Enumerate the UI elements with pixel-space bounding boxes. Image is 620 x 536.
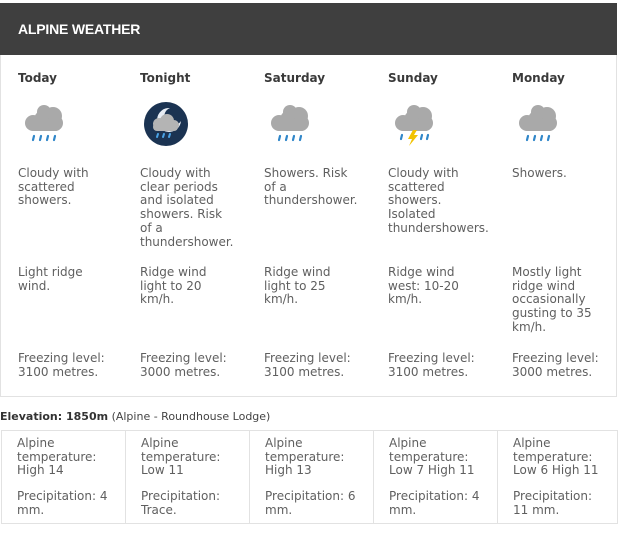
freezing-level: Freezing level: 3000 metres.: [512, 351, 599, 379]
precipitation: Precipitation: 4 mm.: [17, 489, 108, 517]
day-name: Tonight: [140, 71, 191, 85]
alpine-temperature: Alpine temperature: Low 11: [141, 436, 221, 478]
cloud-showers-icon: [513, 99, 563, 149]
cloud-showers-icon: [265, 99, 315, 149]
elevation-caption: [0, 410, 270, 423]
wind-text: Ridge wind light to 20 km/h.: [140, 265, 207, 307]
cloud-showers-icon: [19, 99, 69, 149]
forecast-summary: Cloudy with scattered showers. Isolated thundershowers.: [388, 166, 489, 235]
forecast-summary: Cloudy with clear periods and isolated showers. Risk of a thundershower.: [140, 166, 234, 249]
forecast-panel: [0, 55, 617, 397]
forecast-summary: Cloudy with scattered showers.: [18, 166, 89, 208]
wind-text: Light ridge wind.: [18, 265, 83, 293]
day-name: Sunday: [388, 71, 438, 85]
forecast-summary: Showers. Risk of a thundershower.: [264, 166, 358, 208]
header-bar: [0, 3, 617, 55]
day-name: Saturday: [264, 71, 326, 85]
alpine-cell: [373, 431, 497, 523]
freezing-level: Freezing level: 3100 metres.: [388, 351, 475, 379]
alpine-table: [1, 430, 618, 524]
alpine-cell: [125, 431, 249, 523]
thundershower-icon: [389, 99, 439, 149]
precipitation: Precipitation: Trace.: [141, 489, 221, 517]
forecast-summary: Showers.: [512, 166, 567, 180]
elevation-label: Elevation: 1850m: [0, 410, 109, 423]
alpine-temperature: Alpine temperature: Low 7 High 11: [389, 436, 475, 478]
precipitation: Precipitation: 6 mm.: [265, 489, 356, 517]
precipitation: Precipitation: 11 mm.: [513, 489, 593, 517]
alpine-temperature: Alpine temperature: High 13: [265, 436, 345, 478]
precipitation: Precipitation: 4 mm.: [389, 489, 480, 517]
freezing-level: Freezing level: 3100 metres.: [264, 351, 351, 379]
freezing-level: Freezing level: 3000 metres.: [140, 351, 227, 379]
day-name: Monday: [512, 71, 565, 85]
day-name: Today: [18, 71, 57, 85]
alpine-cell: [2, 431, 125, 523]
alpine-temperature: Alpine temperature: Low 6 High 11: [513, 436, 599, 478]
wind-text: Ridge wind west: 10-20 km/h.: [388, 265, 459, 307]
alpine-cell: [497, 431, 617, 523]
elevation-location: (Alpine - Roundhouse Lodge): [111, 410, 271, 423]
freezing-level: Freezing level: 3100 metres.: [18, 351, 105, 379]
wind-text: Ridge wind light to 25 km/h.: [264, 265, 331, 307]
alpine-cell: [249, 431, 373, 523]
wind-text: Mostly light ridge wind occasionally gusting to 35 km/h.: [512, 265, 592, 334]
night-cloud-showers-icon: [141, 99, 191, 149]
alpine-temperature: Alpine temperature: High 14: [17, 436, 97, 478]
page-title: ALPINE WEATHER: [18, 21, 141, 37]
